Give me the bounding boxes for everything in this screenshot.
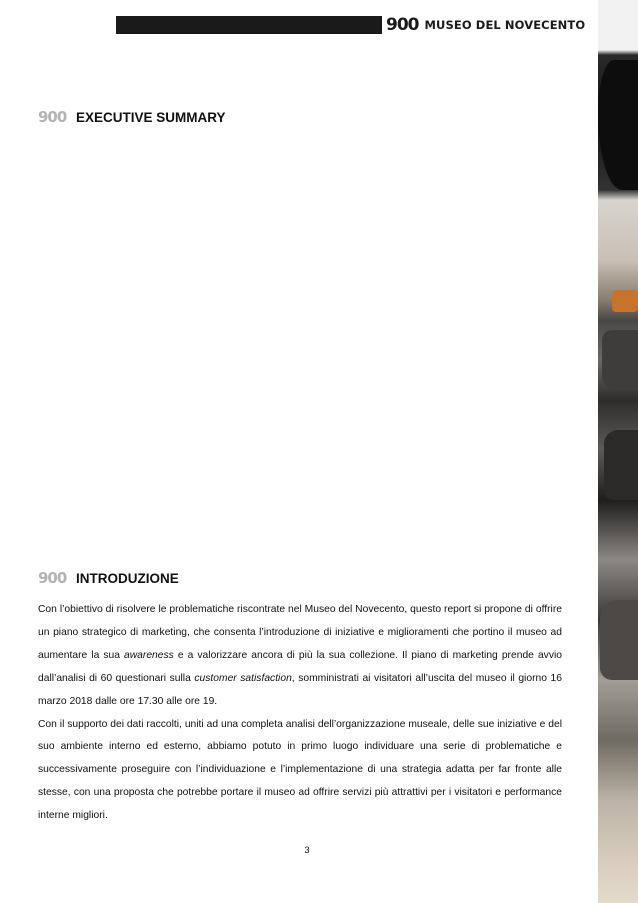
heading-executive-summary [38, 108, 226, 126]
photo-chair-shape [600, 600, 638, 680]
photo-chair-shape [602, 330, 638, 390]
photo-chair-shape [604, 430, 638, 500]
introduction-body [38, 599, 562, 828]
heading-logo-mark: 900 [38, 108, 67, 126]
logo-mark: 900 [386, 15, 419, 35]
logo-text: MUSEO DEL NOVECENTO [424, 18, 586, 32]
paragraph-2: Con il supporto dei dati raccolti, uniti ad una completa analisi dell’organizzazione museale, delle sue iniziative e del suo ambiente interno ed esterno, abbiamo potuto in primo luogo individuare una serie di problematiche e successivamente proseguire con l’individuazione e l’implementazione di una strategia adatta per far fronte alle stesse, con una proposta che potrebbe portare il museo ad offrire servizi più attrattivi per i visitatori e performance interne migliori. [38, 718, 562, 822]
text-run: Con l’obiettivo di risolvere le problematiche riscontrate nel Museo del Novecento, questo report si propone di offrire un piano strategico di marketing, che consenta l’introduzione di iniziative e miglioramenti che portino il museo ad aumentare la sua [38, 604, 562, 661]
photo-accent-shape [612, 290, 638, 312]
heading-title: INTRODUZIONE [76, 570, 179, 586]
page-number: 3 [304, 845, 310, 856]
emphasis-awareness: awareness [124, 649, 174, 661]
text-run: e a valorizzare ancora di più la sua collezione. Il piano di marketing prende avvio dall’analisi di 60 questionari sulla [38, 649, 562, 684]
emphasis-customer-satisfaction: customer satisfaction [194, 672, 292, 684]
heading-logo-mark: 900 [38, 569, 67, 587]
decorative-photo-strip [598, 0, 638, 903]
text-run: , somministrati ai visitatori all’uscita del museo il giorno 16 marzo 2018 dalle ore 17.30 alle ore 19. [38, 672, 562, 707]
heading-introduzione [38, 569, 179, 587]
paragraph-1 [38, 599, 562, 714]
heading-title: EXECUTIVE SUMMARY [76, 109, 226, 125]
museum-logo [382, 14, 596, 36]
photo-plant-shape [598, 60, 638, 190]
